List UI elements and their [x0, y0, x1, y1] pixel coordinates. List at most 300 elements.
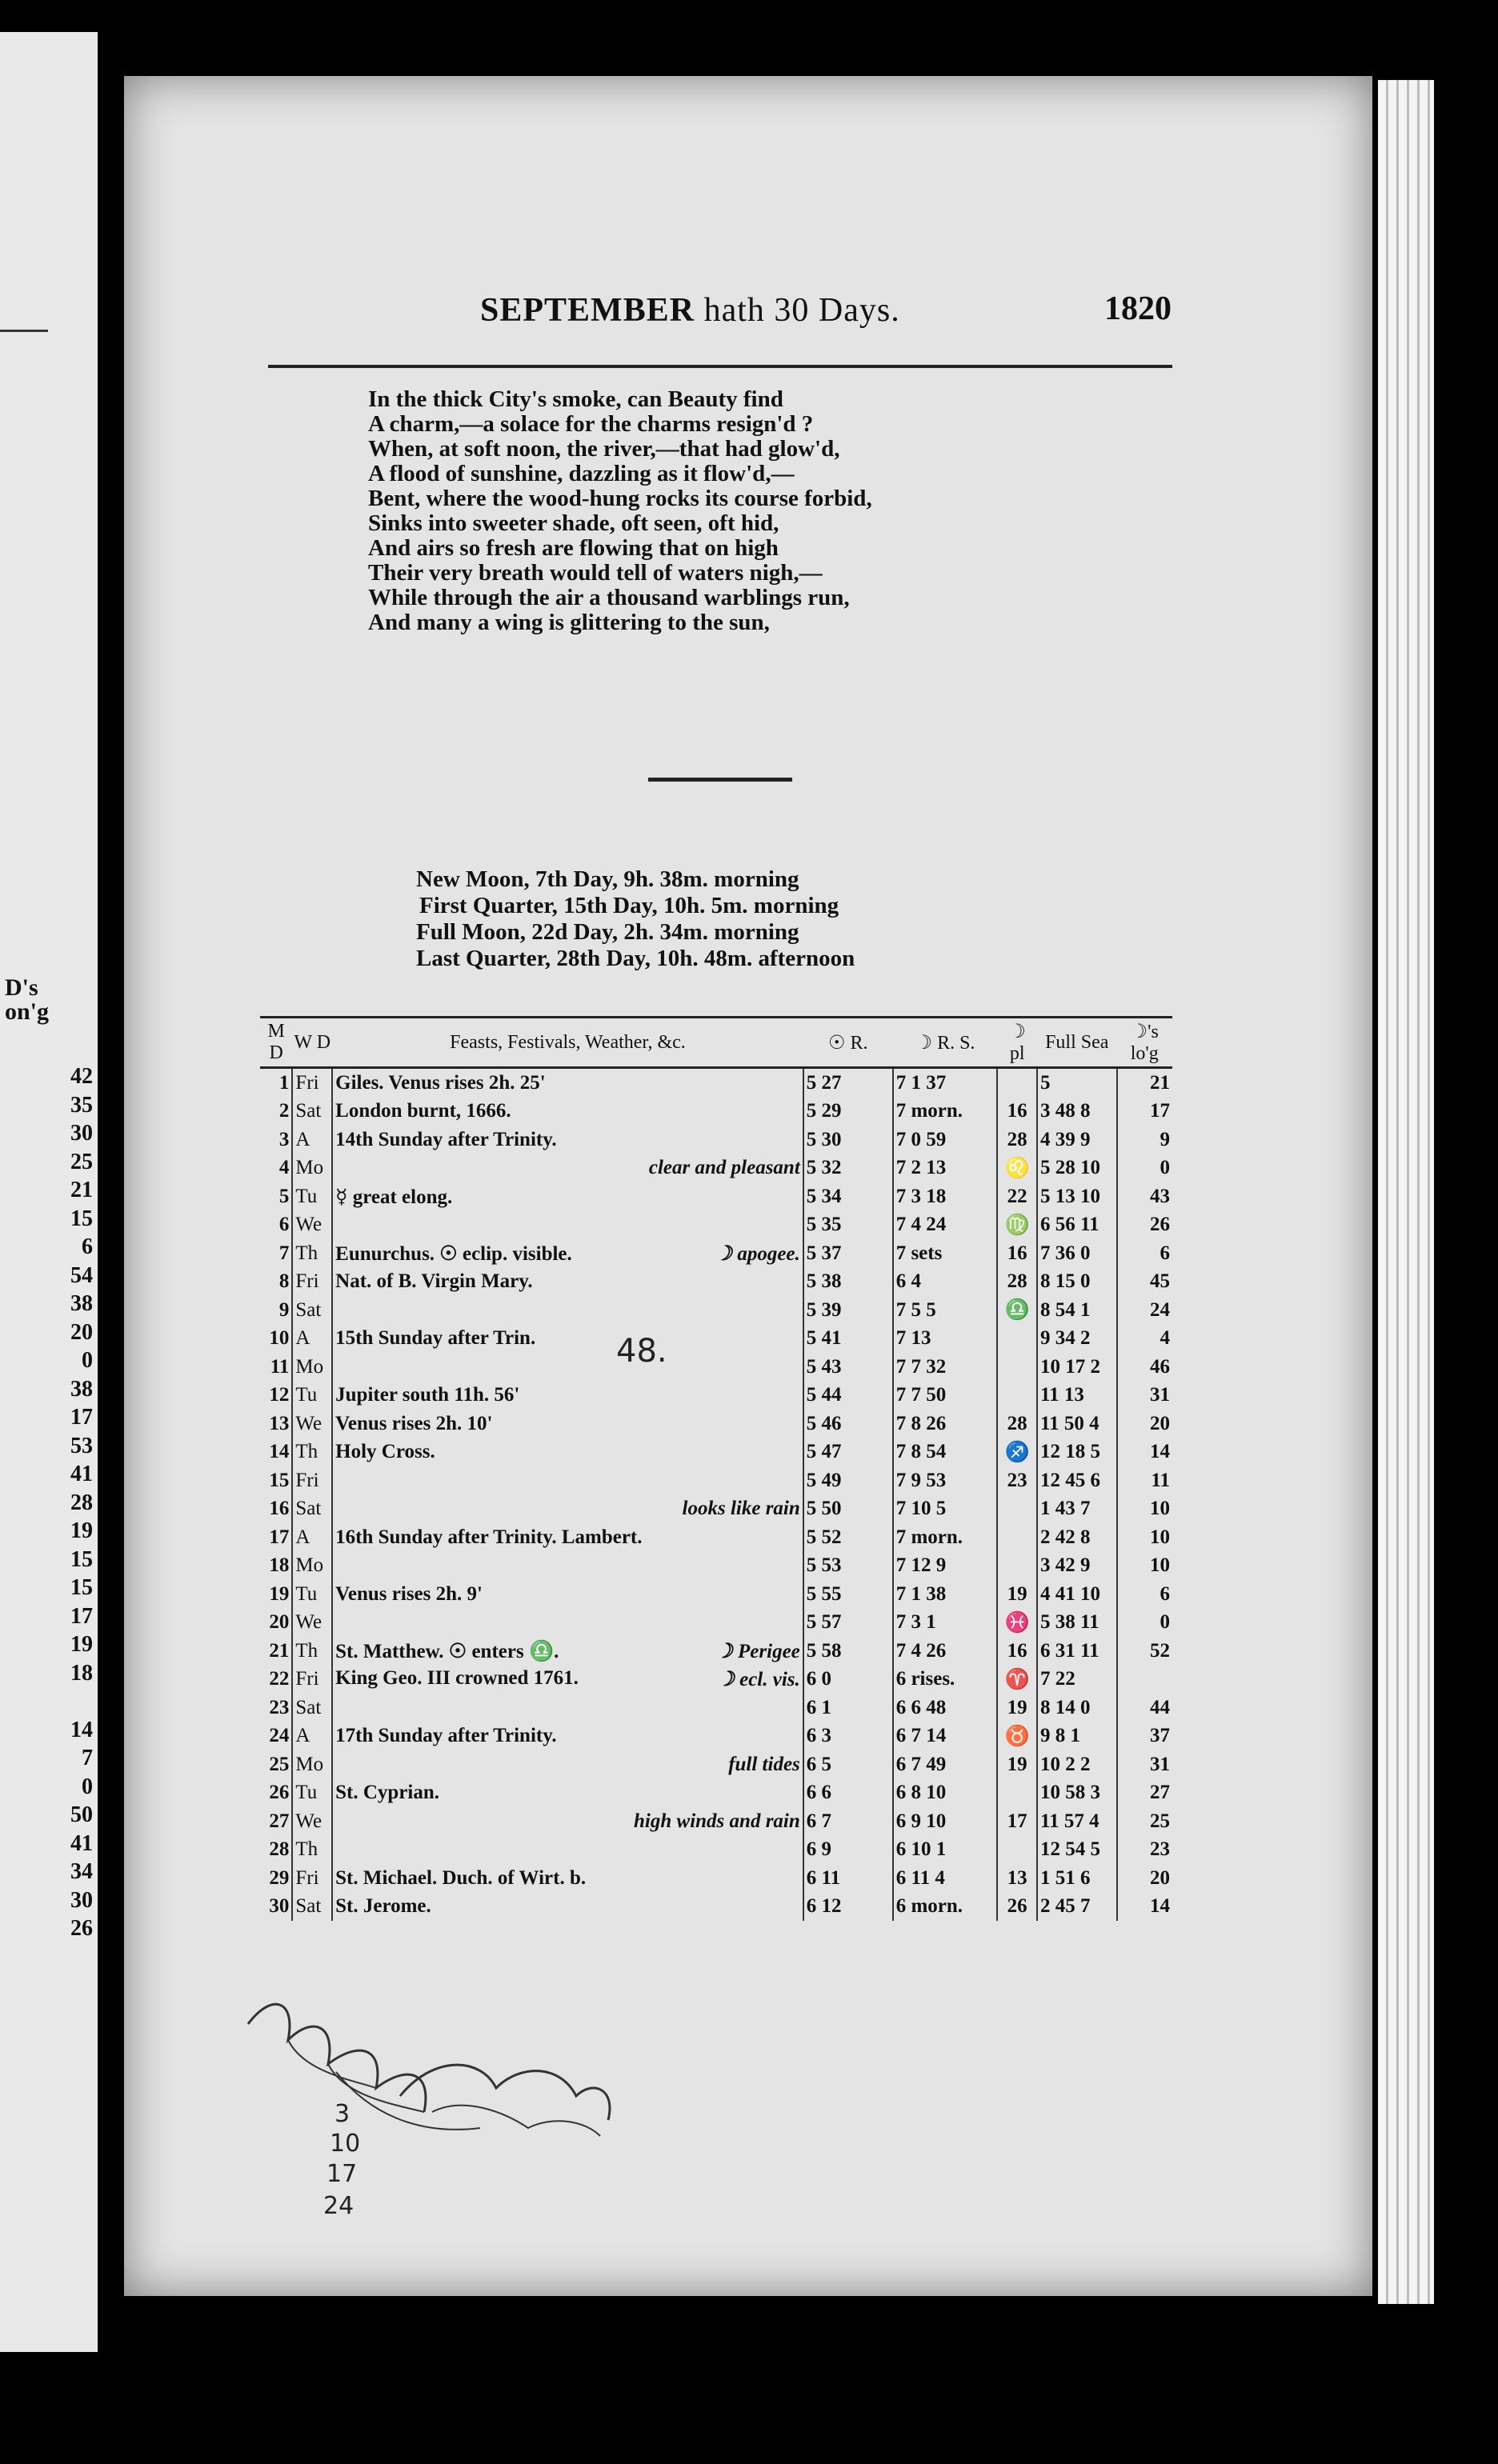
pencil-number: 24: [323, 2192, 354, 2220]
full-sea-cell: 3 42 9: [1037, 1552, 1116, 1581]
full-sea-cell: 11 50 4: [1037, 1410, 1116, 1438]
moon-rise-set-cell: 7 3 18: [893, 1182, 998, 1211]
week-day-cell: Mo: [292, 1353, 332, 1382]
moon-rise-set-cell: 7 13: [893, 1325, 998, 1354]
moon-rise-set-cell: 6 4: [893, 1268, 998, 1297]
moon-longitude-cell: 31: [1117, 1750, 1173, 1779]
week-day-cell: A: [292, 1325, 332, 1354]
moon-place-cell: [997, 1382, 1037, 1410]
almanac-page: [124, 76, 1372, 2296]
fragment-number: 42: [70, 1064, 93, 1089]
event-text: 15th Sunday after Trin.: [335, 1327, 536, 1350]
table-row: [260, 1325, 1172, 1354]
sun-rise-cell: 5 27: [803, 1068, 893, 1098]
month-day-cell: 19: [260, 1580, 292, 1609]
moon-place-cell: 13: [997, 1864, 1037, 1893]
moon-rise-set-cell: 7 1 38: [893, 1580, 998, 1609]
moon-place-cell: 19: [997, 1750, 1037, 1779]
full-sea-cell: 5 13 10: [1037, 1182, 1116, 1211]
sun-rise-cell: 5 58: [803, 1637, 893, 1666]
table-row: [260, 1353, 1172, 1382]
week-day-cell: Fri: [292, 1268, 332, 1297]
table-row: [260, 1126, 1172, 1154]
table-row: [260, 1580, 1172, 1609]
section-rule: [648, 778, 792, 782]
week-day-cell: Sat: [292, 1098, 332, 1126]
moon-place-cell: 19: [997, 1580, 1037, 1609]
week-day-cell: We: [292, 1807, 332, 1836]
full-sea-cell: 8 15 0: [1037, 1268, 1116, 1297]
sun-rise-cell: 5 39: [803, 1296, 893, 1325]
moon-rise-set-cell: 6 morn.: [893, 1893, 998, 1922]
moon-place-cell: ♎: [997, 1296, 1037, 1325]
week-day-cell: Sat: [292, 1296, 332, 1325]
week-day-cell: We: [292, 1410, 332, 1438]
fragment-number: 14: [70, 1717, 93, 1742]
fragment-number: 26: [70, 1916, 93, 1941]
moon-longitude-cell: 23: [1117, 1836, 1173, 1865]
moon-place-cell: ♌: [997, 1154, 1037, 1183]
fragment-header-2: on'g: [5, 998, 50, 1025]
sun-rise-cell: 5 30: [803, 1126, 893, 1154]
month-day-cell: 13: [260, 1410, 292, 1438]
moon-longitude-cell: 43: [1117, 1182, 1173, 1211]
moon-longitude-cell: 0: [1117, 1609, 1173, 1638]
event-text: Venus rises 2h. 10': [335, 1412, 493, 1434]
month-day-cell: 9: [260, 1296, 292, 1325]
full-sea-cell: 9 8 1: [1037, 1722, 1116, 1751]
table-row: [260, 1382, 1172, 1410]
events-cell: [332, 1666, 803, 1694]
month-day-cell: 8: [260, 1268, 292, 1297]
poem-line: A flood of sunshine, dazzling as it flow'd,—: [368, 461, 795, 486]
month-day-cell: 27: [260, 1807, 292, 1836]
table-row: [260, 1666, 1172, 1694]
events-cell: [332, 1325, 803, 1354]
poem-line: While through the air a thousand warblings run,: [368, 585, 850, 610]
table-row: [260, 1410, 1172, 1438]
sun-rise-cell: 5 43: [803, 1353, 893, 1382]
week-day-cell: Tu: [292, 1580, 332, 1609]
moon-longitude-cell: 21: [1117, 1068, 1173, 1098]
month-day-cell: 4: [260, 1154, 292, 1183]
moon-longitude-cell: 6: [1117, 1239, 1173, 1268]
moon-rise-set-cell: 7 sets: [893, 1239, 998, 1268]
moon-place-cell: 23: [997, 1466, 1037, 1495]
moon-rise-set-cell: 7 2 13: [893, 1154, 998, 1183]
event-text: St. Michael. Duch. of Wirt. b.: [335, 1866, 587, 1889]
weather-note: clear and pleasant: [648, 1157, 800, 1179]
moon-place-cell: [997, 1552, 1037, 1581]
events-cell: [332, 1211, 803, 1240]
moon-rise-set-cell: 7 5 5: [893, 1296, 998, 1325]
moon-place-cell: 19: [997, 1694, 1037, 1722]
sun-rise-cell: 5 50: [803, 1495, 893, 1524]
sun-rise-cell: 5 32: [803, 1154, 893, 1183]
event-text: Holy Cross.: [335, 1441, 435, 1463]
events-cell: [332, 1750, 803, 1779]
events-cell: [332, 1807, 803, 1836]
event-text: Giles. Venus rises 2h. 25': [335, 1071, 546, 1094]
fragment-number: 19: [70, 1518, 93, 1543]
month-day-cell: 11: [260, 1353, 292, 1382]
fragment-number: 38: [70, 1291, 93, 1316]
month-day-cell: 1: [260, 1068, 292, 1098]
full-sea-cell: 11 57 4: [1037, 1807, 1116, 1836]
table-row: [260, 1268, 1172, 1297]
col-moon-place: ☽ pl: [997, 1018, 1037, 1068]
events-cell: [332, 1098, 803, 1126]
fragment-number: 20: [70, 1319, 93, 1345]
events-cell: [332, 1893, 803, 1922]
fragment-number: 25: [70, 1149, 93, 1174]
moon-rise-set-cell: 6 8 10: [893, 1779, 998, 1808]
week-day-cell: Sat: [292, 1893, 332, 1922]
week-day-cell: A: [292, 1523, 332, 1552]
event-text: 14th Sunday after Trinity.: [335, 1128, 557, 1150]
moon-place-cell: [997, 1325, 1037, 1354]
full-sea-cell: 12 54 5: [1037, 1836, 1116, 1865]
moon-rise-set-cell: 7 10 5: [893, 1495, 998, 1524]
moon-place-cell: 16: [997, 1637, 1037, 1666]
month-day-cell: 22: [260, 1666, 292, 1694]
poem-line: Sinks into sweeter shade, oft seen, oft hid,: [368, 510, 779, 536]
full-sea-cell: 12 45 6: [1037, 1466, 1116, 1495]
events-cell: [332, 1864, 803, 1893]
moon-longitude-cell: [1117, 1666, 1173, 1694]
pencil-leaf-sketch: [240, 1976, 624, 2200]
sun-rise-cell: 5 38: [803, 1268, 893, 1297]
table-row: [260, 1893, 1172, 1922]
moon-longitude-cell: 45: [1117, 1268, 1173, 1297]
full-sea-cell: 6 56 11: [1037, 1211, 1116, 1240]
weather-note: full tides: [728, 1753, 800, 1775]
pencil-number: 17: [326, 2160, 358, 2188]
month-day-cell: 25: [260, 1750, 292, 1779]
full-sea-cell: 4 39 9: [1037, 1126, 1116, 1154]
month-day-cell: 5: [260, 1182, 292, 1211]
moon-phases: [416, 866, 855, 972]
moon-place-cell: [997, 1836, 1037, 1865]
sun-rise-cell: 5 29: [803, 1098, 893, 1126]
month-day-cell: 28: [260, 1836, 292, 1865]
full-sea-cell: 9 34 2: [1037, 1325, 1116, 1354]
sun-rise-cell: 5 52: [803, 1523, 893, 1552]
table-row: [260, 1750, 1172, 1779]
fragment-number: 28: [70, 1490, 93, 1515]
sun-rise-cell: 6 5: [803, 1750, 893, 1779]
table-row: [260, 1836, 1172, 1865]
month-day-cell: 15: [260, 1466, 292, 1495]
moon-place-cell: 16: [997, 1098, 1037, 1126]
month-day-cell: 24: [260, 1722, 292, 1751]
moon-rise-set-cell: 7 8 54: [893, 1438, 998, 1467]
moon-longitude-cell: 31: [1117, 1382, 1173, 1410]
month-day-cell: 18: [260, 1552, 292, 1581]
moon-place-cell: [997, 1523, 1037, 1552]
sun-rise-cell: 6 6: [803, 1779, 893, 1808]
events-cell: [332, 1438, 803, 1467]
moon-place-cell: [997, 1779, 1037, 1808]
full-sea-cell: 5: [1037, 1068, 1116, 1098]
moon-rise-set-cell: 7 0 59: [893, 1126, 998, 1154]
moon-rise-set-cell: 7 12 9: [893, 1552, 998, 1581]
moon-place-cell: ♓: [997, 1609, 1037, 1638]
moon-place-cell: [997, 1495, 1037, 1524]
week-day-cell: Sat: [292, 1694, 332, 1722]
event-text: St. Cyprian.: [335, 1782, 440, 1804]
week-day-cell: Sat: [292, 1495, 332, 1524]
fragment-number: 18: [70, 1660, 93, 1686]
weather-note: high winds and rain: [634, 1810, 800, 1832]
moon-longitude-cell: 4: [1117, 1325, 1173, 1354]
sun-rise-cell: 5 35: [803, 1211, 893, 1240]
col-moon-rise-set: ☽ R. S.: [893, 1018, 998, 1068]
fragment-number: 0: [82, 1348, 93, 1373]
days-count: hath 30 Days.: [703, 292, 900, 329]
events-cell: [332, 1353, 803, 1382]
full-sea-cell: 2 45 7: [1037, 1893, 1116, 1922]
fragment-number: 6: [82, 1234, 93, 1259]
moon-longitude-cell: 10: [1117, 1552, 1173, 1581]
event-text: Venus rises 2h. 9': [335, 1582, 483, 1605]
month-day-cell: 14: [260, 1438, 292, 1467]
table-row: [260, 1466, 1172, 1495]
sun-rise-cell: 6 1: [803, 1694, 893, 1722]
table-row: [260, 1068, 1172, 1098]
month-day-cell: 23: [260, 1694, 292, 1722]
events-cell: [332, 1779, 803, 1808]
week-day-cell: Mo: [292, 1552, 332, 1581]
moon-longitude-cell: 10: [1117, 1523, 1173, 1552]
fragment-number: 38: [70, 1376, 93, 1402]
moon-rise-set-cell: 6 7 49: [893, 1750, 998, 1779]
full-sea-cell: 5 28 10: [1037, 1154, 1116, 1183]
sun-rise-cell: 6 9: [803, 1836, 893, 1865]
week-day-cell: Fri: [292, 1666, 332, 1694]
month-day-cell: 20: [260, 1609, 292, 1638]
fragment-number: 41: [70, 1462, 93, 1486]
full-sea-cell: 10 2 2: [1037, 1750, 1116, 1779]
full-sea-cell: 7 36 0: [1037, 1239, 1116, 1268]
events-cell: [332, 1722, 803, 1751]
full-sea-cell: 1 43 7: [1037, 1495, 1116, 1524]
pencil-number: 10: [330, 2130, 361, 2158]
sun-rise-cell: 6 7: [803, 1807, 893, 1836]
moon-rise-set-cell: 7 4 24: [893, 1211, 998, 1240]
page-edge: [1378, 80, 1434, 2304]
moon-place-cell: 26: [997, 1893, 1037, 1922]
moon-place-cell: 22: [997, 1182, 1037, 1211]
event-text: Jupiter south 11h. 56': [335, 1384, 520, 1406]
month-day-cell: 16: [260, 1495, 292, 1524]
event-text: St. Matthew. ☉ enters ♎.: [335, 1640, 559, 1662]
weather-note: ☽ Perigee: [715, 1640, 800, 1662]
table-row: [260, 1552, 1172, 1581]
sun-rise-cell: 6 12: [803, 1893, 893, 1922]
sun-rise-cell: 5 49: [803, 1466, 893, 1495]
fragment-number: 41: [70, 1830, 93, 1856]
sun-rise-cell: 5 53: [803, 1552, 893, 1581]
full-sea-cell: 7 22: [1037, 1666, 1116, 1694]
sun-rise-cell: 5 57: [803, 1609, 893, 1638]
moon-longitude-cell: 27: [1117, 1779, 1173, 1808]
fragment-number: 15: [70, 1575, 93, 1600]
month-day-cell: 7: [260, 1239, 292, 1268]
moon-rise-set-cell: 6 6 48: [893, 1694, 998, 1722]
moon-rise-set-cell: 7 1 37: [893, 1068, 998, 1098]
fragment-number: 34: [70, 1859, 93, 1884]
moon-rise-set-cell: 7 9 53: [893, 1466, 998, 1495]
events-cell: [332, 1268, 803, 1297]
moon-rise-set-cell: 6 9 10: [893, 1807, 998, 1836]
week-day-cell: Th: [292, 1239, 332, 1268]
full-sea-cell: 6 31 11: [1037, 1637, 1116, 1666]
moon-place-cell: 17: [997, 1807, 1037, 1836]
event-text: King Geo. III crowned 1761.: [335, 1667, 579, 1690]
table-row: [260, 1523, 1172, 1552]
moon-place-cell: [997, 1068, 1037, 1098]
full-sea-cell: 11 13: [1037, 1382, 1116, 1410]
events-cell: [332, 1296, 803, 1325]
fragment-number: 21: [70, 1178, 93, 1202]
moon-rise-set-cell: 6 rises.: [893, 1666, 998, 1694]
moon-longitude-cell: 0: [1117, 1154, 1173, 1183]
full-sea-cell: 5 38 11: [1037, 1609, 1116, 1638]
moon-longitude-cell: 14: [1117, 1438, 1173, 1467]
fragment-number: 7: [82, 1746, 93, 1770]
moon-rise-set-cell: 7 morn.: [893, 1098, 998, 1126]
events-cell: [332, 1382, 803, 1410]
moon-place-cell: [997, 1353, 1037, 1382]
poem-line: A charm,—a solace for the charms resign'd ?: [368, 411, 814, 437]
moon-place-cell: 16: [997, 1239, 1037, 1268]
fragment-number: 30: [70, 1887, 93, 1913]
full-sea-cell: 3 48 8: [1037, 1098, 1116, 1126]
pencil-mark: 48.: [616, 1333, 667, 1370]
poem-line: Their very breath would tell of waters nigh,—: [368, 560, 823, 586]
fragment-number: 35: [70, 1092, 93, 1118]
month-day-cell: 26: [260, 1779, 292, 1808]
table-row: [260, 1722, 1172, 1751]
month-name: SEPTEMBER: [480, 292, 695, 329]
week-day-cell: Mo: [292, 1154, 332, 1183]
table-row: [260, 1239, 1172, 1268]
full-moon: Full Moon, 22d Day, 2h. 34m. morning: [416, 919, 799, 945]
moon-place-cell: 28: [997, 1268, 1037, 1297]
moon-longitude-cell: 26: [1117, 1211, 1173, 1240]
month-day-cell: 17: [260, 1523, 292, 1552]
moon-longitude-cell: 20: [1117, 1864, 1173, 1893]
table-row: [260, 1154, 1172, 1183]
full-sea-cell: 8 14 0: [1037, 1694, 1116, 1722]
fragment-number: 15: [70, 1206, 93, 1231]
col-month-day: M D: [260, 1018, 292, 1068]
col-events: Feasts, Festivals, Weather, &c.: [332, 1018, 803, 1068]
event-text: St. Jerome.: [335, 1895, 431, 1918]
events-cell: [332, 1410, 803, 1438]
poem-line: When, at soft noon, the river,—that had glow'd,: [368, 436, 840, 462]
events-cell: [332, 1609, 803, 1638]
week-day-cell: A: [292, 1126, 332, 1154]
fragment-number: 17: [70, 1405, 93, 1430]
fragment-header-1: D's: [5, 974, 38, 1001]
moon-longitude-cell: 11: [1117, 1466, 1173, 1495]
table-row: [260, 1807, 1172, 1836]
moon-longitude-cell: 52: [1117, 1637, 1173, 1666]
poem-line: And many a wing is glittering to the sun,: [368, 610, 770, 635]
sun-rise-cell: 5 44: [803, 1382, 893, 1410]
event-text: Eunurchus. ☉ eclip. visible.: [335, 1242, 572, 1265]
events-cell: [332, 1580, 803, 1609]
year: 1820: [1104, 290, 1172, 327]
sun-rise-cell: 5 55: [803, 1580, 893, 1609]
table-row: [260, 1296, 1172, 1325]
month-day-cell: 21: [260, 1637, 292, 1666]
week-day-cell: Th: [292, 1438, 332, 1467]
weather-note: ☽ apogee.: [714, 1242, 800, 1265]
month-day-cell: 30: [260, 1893, 292, 1922]
sun-rise-cell: 5 37: [803, 1239, 893, 1268]
moon-longitude-cell: 37: [1117, 1722, 1173, 1751]
month-day-cell: 12: [260, 1382, 292, 1410]
new-moon: New Moon, 7th Day, 9h. 38m. morning: [416, 866, 799, 892]
events-cell: [332, 1154, 803, 1183]
moon-longitude-cell: 10: [1117, 1495, 1173, 1524]
fragment-number: 54: [70, 1262, 93, 1288]
moon-longitude-cell: 24: [1117, 1296, 1173, 1325]
fragment-number: 17: [70, 1603, 93, 1629]
moon-rise-set-cell: 6 7 14: [893, 1722, 998, 1751]
table-row: [260, 1211, 1172, 1240]
moon-place-cell: 28: [997, 1126, 1037, 1154]
moon-rise-set-cell: 7 8 26: [893, 1410, 998, 1438]
week-day-cell: We: [292, 1609, 332, 1638]
poem: [368, 387, 872, 635]
col-moon-longitude: ☽'s lo'g: [1117, 1018, 1173, 1068]
event-text: Nat. of B. Virgin Mary.: [335, 1270, 533, 1293]
week-day-cell: Fri: [292, 1068, 332, 1098]
week-day-cell: Tu: [292, 1779, 332, 1808]
week-day-cell: Fri: [292, 1466, 332, 1495]
page-title: [480, 291, 900, 330]
full-sea-cell: 1 51 6: [1037, 1864, 1116, 1893]
fragment-number: 0: [82, 1774, 93, 1799]
table-row: [260, 1779, 1172, 1808]
poem-line: Bent, where the wood-hung rocks its course forbid,: [368, 486, 872, 511]
table-row: [260, 1098, 1172, 1126]
fragment-number: 50: [70, 1802, 93, 1827]
sun-rise-cell: 5 46: [803, 1410, 893, 1438]
moon-rise-set-cell: 6 11 4: [893, 1864, 998, 1893]
sun-rise-cell: 5 41: [803, 1325, 893, 1354]
sun-rise-cell: 5 34: [803, 1182, 893, 1211]
table-header-row: [260, 1018, 1172, 1068]
week-day-cell: Fri: [292, 1864, 332, 1893]
week-day-cell: A: [292, 1722, 332, 1751]
week-day-cell: Th: [292, 1637, 332, 1666]
last-quarter: Last Quarter, 28th Day, 10h. 48m. afternoon: [416, 946, 855, 971]
week-day-cell: Mo: [292, 1750, 332, 1779]
fragment-number: 15: [70, 1546, 93, 1572]
moon-longitude-cell: 46: [1117, 1353, 1173, 1382]
full-sea-cell: 10 17 2: [1037, 1353, 1116, 1382]
events-cell: [332, 1068, 803, 1098]
events-cell: [332, 1694, 803, 1722]
full-sea-cell: 2 42 8: [1037, 1523, 1116, 1552]
event-text: 17th Sunday after Trinity.: [335, 1725, 557, 1747]
table-row: [260, 1864, 1172, 1893]
